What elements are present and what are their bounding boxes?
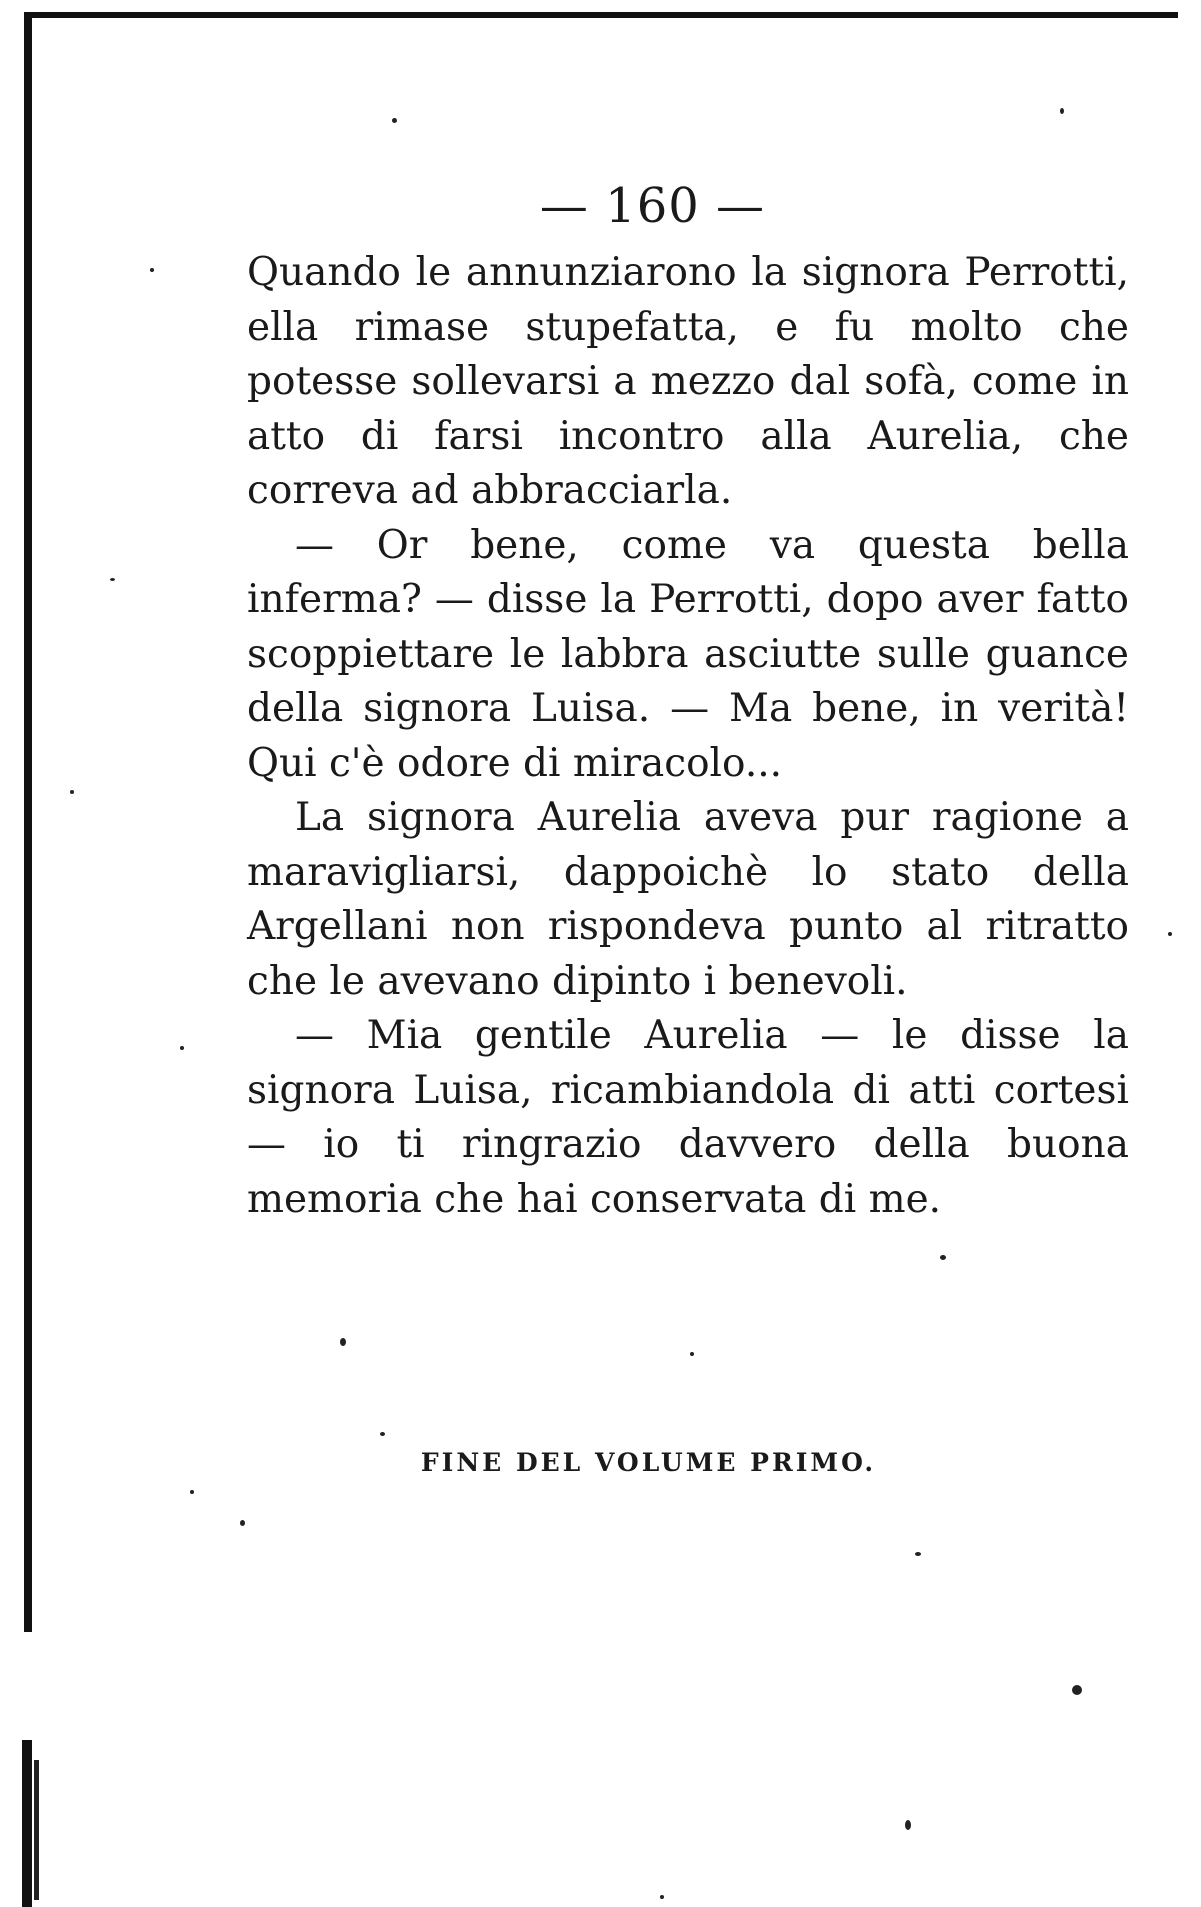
scan-speck (240, 1520, 245, 1526)
scan-speck (690, 1352, 694, 1356)
scan-speck (190, 1490, 194, 1494)
scan-speck (380, 1432, 385, 1436)
page-number: — 160 — (539, 178, 766, 234)
paragraph: Quando le annunziarono la signora Perrotti, ella rimase stupefatta, e fu molto che potesse sollevarsi a mezzo dal sofà, come in atto di farsi incontro alla Aurelia, che correva ad abbracciarla. (247, 250, 1129, 513)
scan-speck (1072, 1685, 1082, 1695)
scan-speck (660, 1895, 664, 1899)
scan-speck (915, 1552, 921, 1556)
page-top-border (28, 12, 1178, 18)
body-text (247, 246, 1129, 1227)
scan-speck (70, 790, 74, 794)
paragraph: — Mia gentile Aurelia — le disse la signora Luisa, ricambiandola di atti cortesi — io ti ringrazio davvero della buona memoria che hai conservata di me. (247, 1013, 1129, 1222)
page-left-border (24, 12, 32, 1632)
scan-speck (905, 1820, 911, 1830)
scan-speck (1168, 932, 1172, 936)
scan-speck (1060, 108, 1064, 114)
closing-line: FINE DEL VOLUME PRIMO. (420, 1448, 877, 1477)
page-left-border-shadow (34, 1760, 39, 1900)
scan-speck (940, 1255, 946, 1260)
scan-speck (392, 118, 397, 123)
page-left-border-lower (22, 1740, 32, 1907)
scan-speck (340, 1338, 346, 1346)
scan-speck (180, 1046, 184, 1050)
paragraph: — Or bene, come va questa bella inferma? — disse la Perrotti, dopo aver fatto scoppiettare le labbra asciutte sulle guance della signora Luisa. — Ma bene, in verità! Qui c'è odore di miracolo... (247, 522, 1129, 786)
scan-speck (150, 268, 154, 272)
paragraph: La signora Aurelia aveva pur ragione a maravigliarsi, dappoichè lo stato della Argellani non rispondeva punto al ritratto che le avevano dipinto i benevoli. (247, 795, 1129, 1004)
scan-speck (110, 578, 115, 581)
